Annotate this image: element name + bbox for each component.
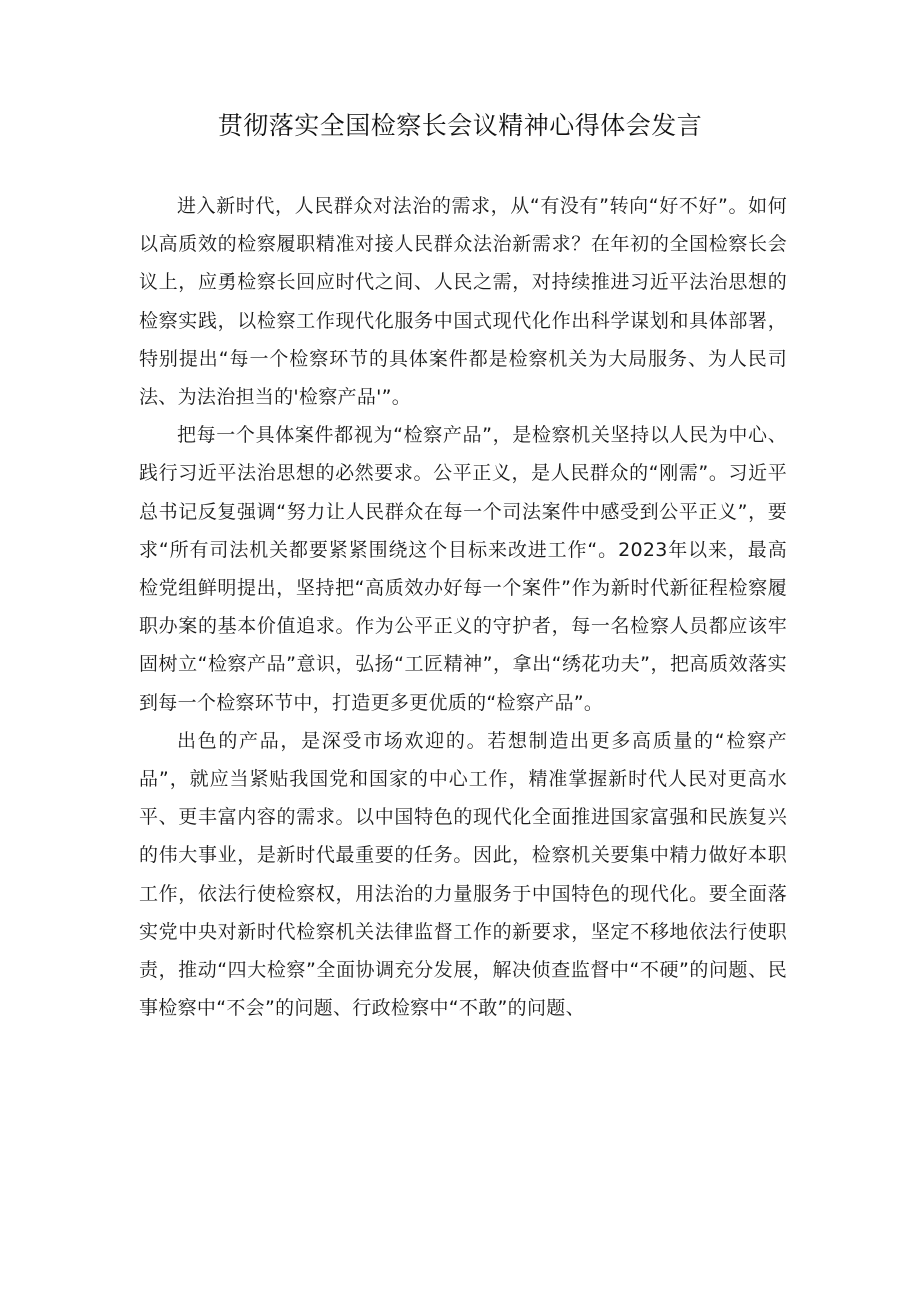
paragraph-2: 把每一个具体案件都视为“检察产品”，是检察机关坚持以人民为中心、践行习近平法治思想的必然要求。公平正义，是人民群众的“刚需”。习近平总书记反复强调“努力让人民群众在每一个司法案件中感受到公平正义”，要求“所有司法机关都要紧紧围绕这个目标来改进工作“。2023年以来，最高检党组鲜明提出，坚持把“高质效办好每一个案件”作为新时代新征程检察履职办案的基本价值追求。作为公平正义的守护者，每一名检察人员都应该牢固树立“检察产品”意识，弘扬“工匠精神”，拿出“绣花功夫”，把高质效落实到每一个检察环节中，打造更多更优质的“检察产品”。 [139,424,787,714]
document-body [139,187,787,1027]
document-title: 贯彻落实全国检察长会议精神心得体会发言 [217,111,703,140]
paragraph-1: 进入新时代，人民群众对法治的需求，从“有没有”转向“好不好”。如何以高质效的检察履职精准对接人民群众法治新需求？在年初的全国检察长会议上，应勇检察长回应时代之间、人民之需，对持续推进习近平法治思想的检察实践，以检察工作现代化服务中国式现代化作出科学谋划和具体部署，特别提出“每一个检察环节的具体案件都是检察机关为大局服务、为人民司法、为法治担当的'检察产品'”。 [139,195,787,409]
paragraph-3: 出色的产品，是深受市场欢迎的。若想制造出更多高质量的“检察产品”，就应当紧贴我国党和国家的中心工作，精准掌握新时代人民对更高水平、更丰富内容的需求。以中国特色的现代化全面推进国家富强和民族复兴的伟大事业，是新时代最重要的任务。因此，检察机关要集中精力做好本职工作，依法行使检察权，用法治的力量服务于中国特色的现代化。要全面落实党中央对新时代检察机关法律监督工作的新要求，坚定不移地依法行使职责，推动“四大检察”全面协调充分发展，解决侦查监督中“不硬”的问题、民事检察中“不会”的问题、行政检察中“不敢”的问题、 [139,729,787,1020]
